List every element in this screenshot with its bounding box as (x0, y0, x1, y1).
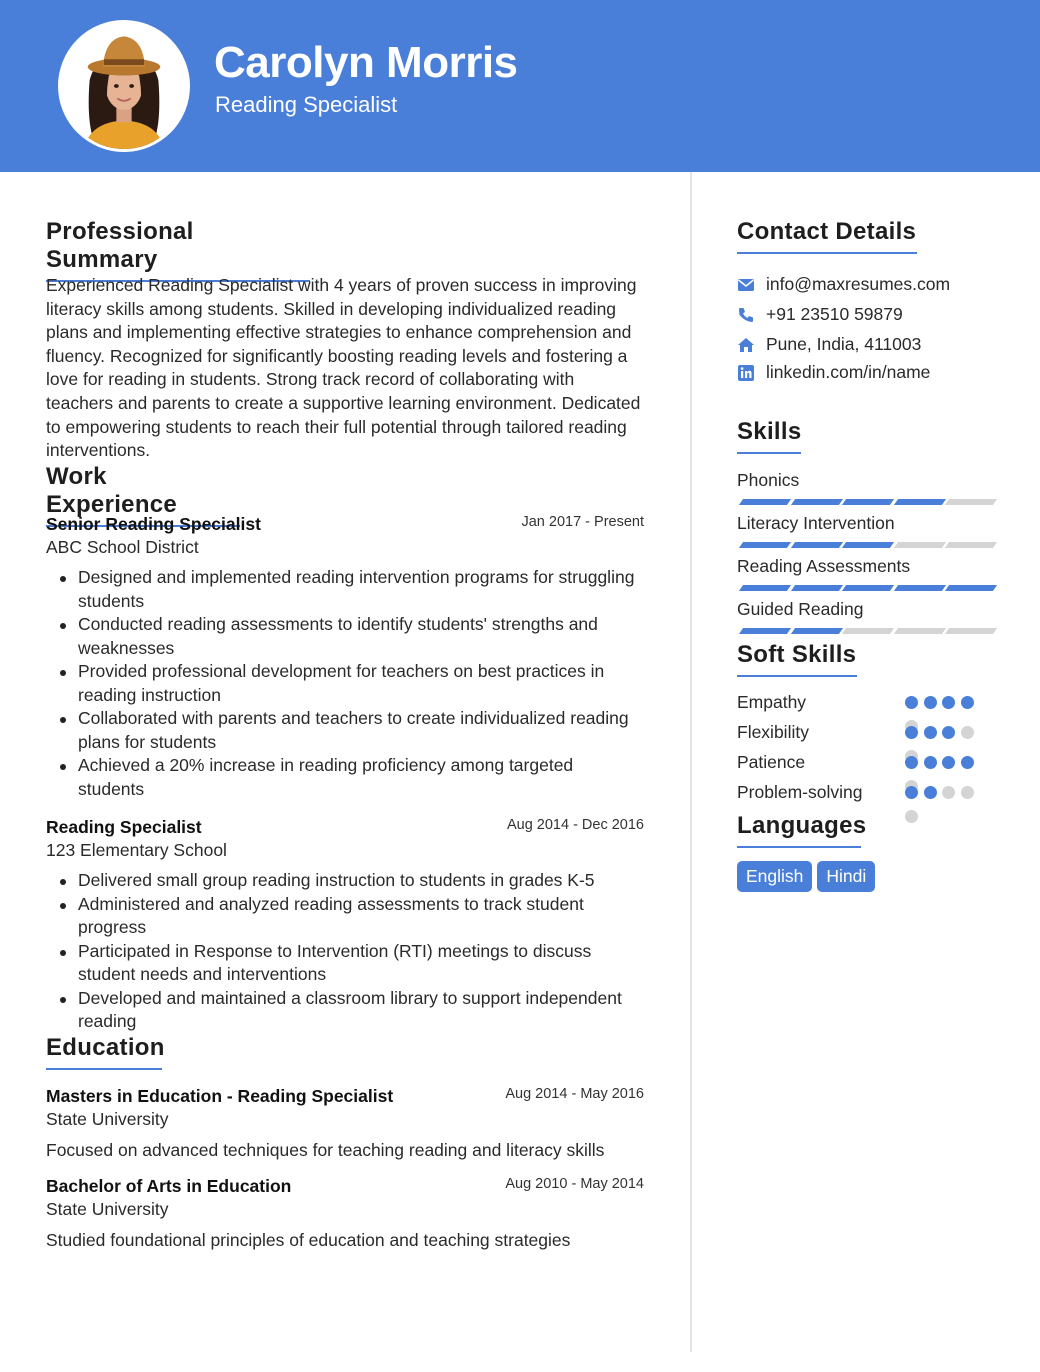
soft-skill-dot (924, 756, 937, 769)
skill-name: Literacy Intervention (737, 513, 895, 533)
skill-level-segment (739, 499, 791, 505)
language-tags (737, 861, 880, 892)
soft-skill-dot (924, 786, 937, 799)
skill-level-segment (842, 542, 894, 548)
soft-skill-name: Flexibility (737, 722, 809, 742)
soft-skill-dot (961, 786, 974, 799)
skill-level-segment (739, 542, 791, 548)
soft-skill-dot (905, 810, 918, 823)
soft-skills-heading-text: Soft Skills (737, 641, 857, 668)
job-date: Aug 2014 - Dec 2016 (506, 817, 644, 833)
soft-skill-name: Patience (737, 752, 806, 772)
education-description: Focused on advanced techniques for teaching reading and literacy skills (46, 1140, 605, 1160)
soft-skill-dots (905, 756, 981, 770)
skills-heading-text: Skills (737, 418, 802, 445)
skills-heading (737, 418, 801, 454)
job-role: Reading Specialist (46, 817, 202, 837)
skill-level-segment (842, 585, 894, 591)
candidate-title: Reading Specialist (215, 92, 398, 117)
soft-skill-dot (905, 726, 918, 739)
skill-name: Phonics (737, 470, 800, 490)
education-heading-underline (46, 1068, 162, 1070)
skill-level-segment (739, 628, 791, 634)
job-bullet: Achieved a 20% increase in reading proficiency among targeted students (78, 754, 644, 801)
skill-level-segment (893, 542, 945, 548)
education-degree: Bachelor of Arts in Education (46, 1176, 292, 1196)
contact-address-text: Pune, India, 411003 (766, 334, 922, 354)
skill-level-segment (790, 628, 842, 634)
soft-skills-heading (737, 641, 857, 677)
column-divider (690, 172, 692, 1352)
soft-skill-dot (942, 756, 955, 769)
skill-level-segment (945, 585, 997, 591)
job-bullet: Delivered small group reading instruction to students in grades K-5 (78, 869, 644, 893)
contact-email-text: info@maxresumes.com (766, 274, 951, 294)
skill-level-segment (893, 585, 945, 591)
summary-text: Experienced Reading Specialist with 4 years of proven success in improving literacy skills among students. Skilled in developing individualized reading plans and implementing effective strategies to enhance comprehension and fluency. Recognized for significantly boosting reading levels and fostering a love for reading in students. Strong track record of collaborating with teachers and parents to create a supportive learning environment. Dedicated to empowering students to reach their full potential through tailored reading interventions. (46, 275, 641, 461)
soft-skills-heading-underline (737, 675, 857, 677)
skill-level-segment (945, 499, 997, 505)
skill-level-bar (737, 628, 993, 634)
education-heading (46, 1034, 165, 1070)
soft-skill-dot (961, 696, 974, 709)
job-bullet: Developed and maintained a classroom library to support independent reading (78, 987, 644, 1034)
summary-heading-text: Professional Summary (46, 218, 194, 273)
job-bullet: Administered and analyzed reading assessments to track student progress (78, 893, 644, 940)
education-degree: Masters in Education - Reading Specialist (46, 1086, 394, 1106)
skill-level-segment (945, 542, 997, 548)
home-icon (737, 336, 755, 354)
languages-heading (737, 812, 867, 848)
profile-photo-illustration (61, 23, 187, 149)
skill-level-segment (893, 499, 945, 505)
skill-level-segment (842, 628, 894, 634)
skill-level-segment (790, 585, 842, 591)
soft-skill-dots (905, 786, 981, 800)
job-bullet: Participated in Response to Intervention (RTI) meetings to discuss student needs and interventions (78, 940, 644, 987)
soft-skill-dot (924, 726, 937, 739)
linkedin-icon (737, 364, 755, 382)
job-date: Jan 2017 - Present (521, 514, 644, 530)
skill-level-segment (842, 499, 894, 505)
contact-heading-text: Contact Details (737, 218, 917, 245)
languages-heading-underline (737, 846, 861, 848)
soft-skill-dots (905, 726, 981, 740)
job-bullet: Provided professional development for teachers on best practices in reading instruction (78, 660, 644, 707)
job-bullet: Designed and implemented reading intervention programs for struggling students (78, 566, 644, 613)
skill-name: Reading Assessments (737, 556, 911, 576)
soft-skill-dot (961, 726, 974, 739)
resume-header (0, 0, 1040, 172)
soft-skill-dot (942, 696, 955, 709)
soft-skill-dot (924, 696, 937, 709)
envelope-icon (737, 276, 755, 294)
education-heading-text: Education (46, 1034, 165, 1061)
skill-level-segment (790, 542, 842, 548)
phone-icon (737, 306, 755, 324)
skill-level-segment (893, 628, 945, 634)
skill-level-segment (945, 628, 997, 634)
soft-skill-dot (905, 786, 918, 799)
languages-heading-text: Languages (737, 812, 867, 839)
soft-skill-dot (942, 726, 955, 739)
skills-heading-underline (737, 452, 801, 454)
job-bullets (78, 869, 644, 1034)
job-role: Senior Reading Specialist (46, 514, 261, 534)
job-bullets (78, 566, 644, 801)
skill-level-bar (737, 585, 993, 591)
skill-name: Guided Reading (737, 599, 864, 619)
contact-heading-underline (737, 252, 917, 254)
skill-level-bar (737, 499, 993, 505)
job-bullet: Collaborated with parents and teachers to create individualized reading plans for students (78, 707, 644, 754)
job-bullet: Conducted reading assessments to identify students' strengths and weaknesses (78, 613, 644, 660)
language-tag: Hindi (817, 861, 875, 892)
education-date: Aug 2010 - May 2014 (505, 1176, 644, 1192)
candidate-name: Carolyn Morris (214, 38, 518, 87)
skill-level-bar (737, 542, 993, 548)
soft-skill-dot (905, 756, 918, 769)
education-date: Aug 2014 - May 2016 (505, 1086, 644, 1102)
education-school: State University (46, 1199, 169, 1219)
job-organization: ABC School District (46, 537, 199, 557)
contact-heading (737, 218, 917, 254)
job-organization: 123 Elementary School (46, 840, 227, 860)
contact-linkedin-text: linkedin.com/in/name (766, 362, 931, 382)
soft-skill-dots (905, 696, 981, 710)
soft-skill-name: Problem-solving (737, 782, 863, 802)
skill-level-segment (790, 499, 842, 505)
summary-heading (46, 218, 310, 282)
soft-skill-dot (905, 696, 918, 709)
education-description: Studied foundational principles of education and teaching strategies (46, 1230, 571, 1250)
soft-skill-name: Empathy (737, 692, 807, 712)
language-tag: English (737, 861, 812, 892)
soft-skill-dot (942, 786, 955, 799)
contact-phone-text: +91 23510 59879 (766, 304, 903, 324)
skill-level-segment (739, 585, 791, 591)
profile-photo (58, 20, 190, 152)
soft-skill-dot (961, 756, 974, 769)
experience-heading-text: Work Experience (46, 463, 178, 518)
education-school: State University (46, 1109, 169, 1129)
